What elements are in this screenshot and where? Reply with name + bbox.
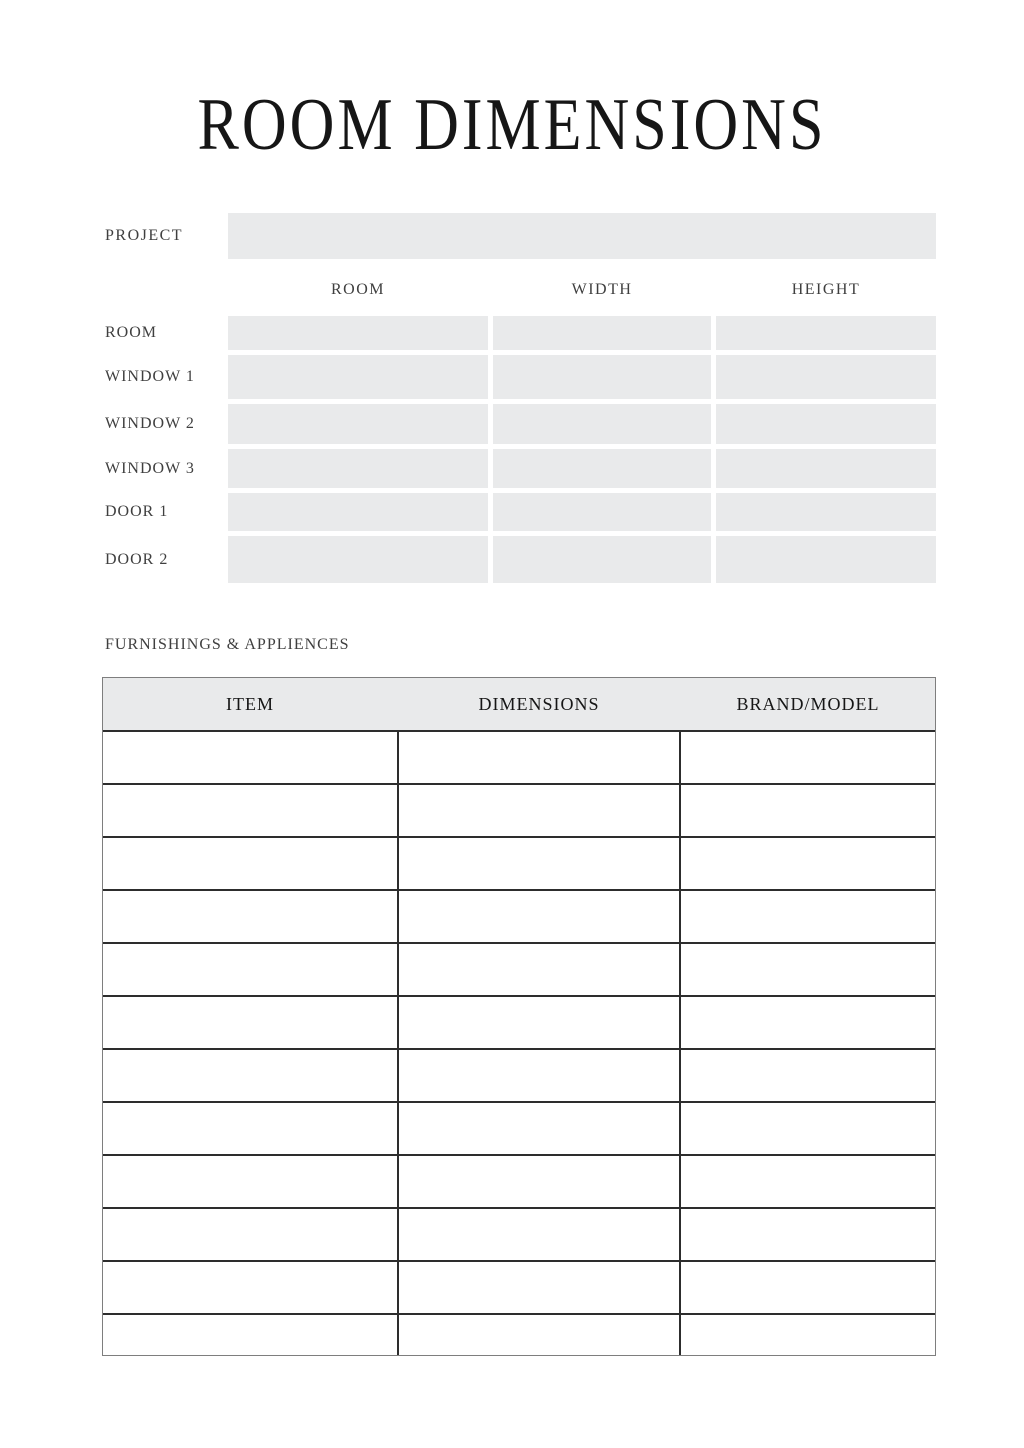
project-label: PROJECT	[105, 227, 184, 244]
dimension-row-label: ROOM	[105, 324, 158, 341]
furnishings-cell-dimensions[interactable]	[397, 997, 679, 1048]
furnishings-cell-item[interactable]	[103, 997, 397, 1048]
furnishings-cell-dimensions[interactable]	[397, 785, 679, 836]
column-header-width: WIDTH	[571, 281, 633, 298]
dimension-input-width[interactable]	[493, 316, 711, 350]
furnishings-cell-brand-model[interactable]	[679, 1103, 935, 1154]
dimension-row-label: WINDOW 1	[105, 368, 195, 385]
furnishings-cell-dimensions[interactable]	[397, 1315, 679, 1355]
dimension-input-width[interactable]	[493, 493, 711, 531]
dimension-input-height[interactable]	[716, 316, 936, 350]
furnishings-cell-brand-model[interactable]	[679, 1050, 935, 1101]
dimension-input-height[interactable]	[716, 355, 936, 399]
furnishings-row	[103, 944, 935, 997]
furnishings-table-header	[103, 678, 935, 732]
dimension-row	[105, 536, 936, 583]
furnishings-cell-dimensions[interactable]	[397, 1050, 679, 1101]
dimension-input-width[interactable]	[493, 404, 711, 444]
furnishings-cell-brand-model[interactable]	[679, 732, 935, 783]
furnishings-row	[103, 891, 935, 944]
dimension-input-room[interactable]	[228, 536, 488, 583]
dimension-row-label: DOOR 1	[105, 503, 169, 520]
furnishings-row	[103, 1209, 935, 1262]
dimension-input-width[interactable]	[493, 355, 711, 399]
furnishings-cell-item[interactable]	[103, 1050, 397, 1101]
furnishings-cell-brand-model[interactable]	[679, 1156, 935, 1207]
dimension-input-room[interactable]	[228, 404, 488, 444]
dimension-row	[105, 449, 936, 488]
column-header-room: ROOM	[330, 281, 385, 298]
furnishings-cell-brand-model[interactable]	[679, 1262, 935, 1313]
dimension-input-width[interactable]	[493, 449, 711, 488]
furnishings-cell-item[interactable]	[103, 1209, 397, 1260]
dimension-row-label: WINDOW 2	[105, 415, 195, 432]
furnishings-row	[103, 997, 935, 1050]
furnishings-row	[103, 732, 935, 785]
furnishings-cell-item[interactable]	[103, 1262, 397, 1313]
dimension-input-height[interactable]	[716, 536, 936, 583]
furnishings-cell-brand-model[interactable]	[679, 997, 935, 1048]
furnishings-cell-brand-model[interactable]	[679, 1315, 935, 1355]
furnishings-cell-item[interactable]	[103, 732, 397, 783]
dimension-input-room[interactable]	[228, 355, 488, 399]
furnishings-cell-item[interactable]	[103, 1315, 397, 1355]
dimension-row	[105, 316, 936, 350]
furnishings-cell-brand-model[interactable]	[679, 1209, 935, 1260]
dimension-row	[105, 404, 936, 444]
furnishings-cell-item[interactable]	[103, 838, 397, 889]
furnishings-cell-brand-model[interactable]	[679, 944, 935, 995]
furnishings-cell-dimensions[interactable]	[397, 838, 679, 889]
furnishings-row	[103, 1103, 935, 1156]
dimension-input-height[interactable]	[716, 449, 936, 488]
furnishings-cell-dimensions[interactable]	[397, 1103, 679, 1154]
furnishings-row	[103, 785, 935, 838]
column-header-item: ITEM	[226, 693, 274, 714]
furnishings-cell-brand-model[interactable]	[679, 891, 935, 942]
dimension-input-room[interactable]	[228, 493, 488, 531]
furnishings-cell-item[interactable]	[103, 1103, 397, 1154]
furnishings-row	[103, 1315, 935, 1355]
furnishings-row	[103, 1156, 935, 1209]
furnishings-row	[103, 838, 935, 891]
furnishings-cell-dimensions[interactable]	[397, 1262, 679, 1313]
dimension-row-label: WINDOW 3	[105, 459, 195, 477]
dimension-row-label: DOOR 2	[105, 550, 169, 568]
furnishings-section-label: FURNISHINGS & APPLIENCES	[105, 636, 350, 653]
furnishings-cell-dimensions[interactable]	[397, 732, 679, 783]
dimension-row	[105, 493, 936, 531]
furnishings-cell-item[interactable]	[103, 1156, 397, 1207]
furnishings-row	[103, 1050, 935, 1103]
furnishings-table	[102, 677, 936, 1356]
project-input[interactable]	[228, 213, 936, 259]
furnishings-row	[103, 1262, 935, 1315]
furnishings-cell-brand-model[interactable]	[679, 838, 935, 889]
dimension-input-width[interactable]	[493, 536, 711, 583]
furnishings-cell-dimensions[interactable]	[397, 944, 679, 995]
column-header-dimensions: DIMENSIONS	[478, 693, 600, 714]
dimension-input-height[interactable]	[716, 404, 936, 444]
dimension-rows	[105, 316, 936, 583]
furnishings-cell-dimensions[interactable]	[397, 1209, 679, 1260]
furnishings-cell-dimensions[interactable]	[397, 1156, 679, 1207]
furnishings-cell-brand-model[interactable]	[679, 785, 935, 836]
dimension-input-room[interactable]	[228, 316, 488, 350]
column-header-brand-model: BRAND/MODEL	[736, 693, 880, 714]
column-header-height: HEIGHT	[791, 281, 861, 298]
furnishings-cell-dimensions[interactable]	[397, 891, 679, 942]
furnishings-cell-item[interactable]	[103, 785, 397, 836]
dimension-input-room[interactable]	[228, 449, 488, 488]
page-title: ROOM DIMENSIONS	[197, 84, 827, 166]
furnishings-cell-item[interactable]	[103, 891, 397, 942]
dimensions-column-headers	[228, 281, 936, 299]
furnishings-cell-item[interactable]	[103, 944, 397, 995]
furnishings-table-body	[103, 732, 935, 1355]
dimension-row	[105, 355, 936, 399]
dimension-input-height[interactable]	[716, 493, 936, 531]
